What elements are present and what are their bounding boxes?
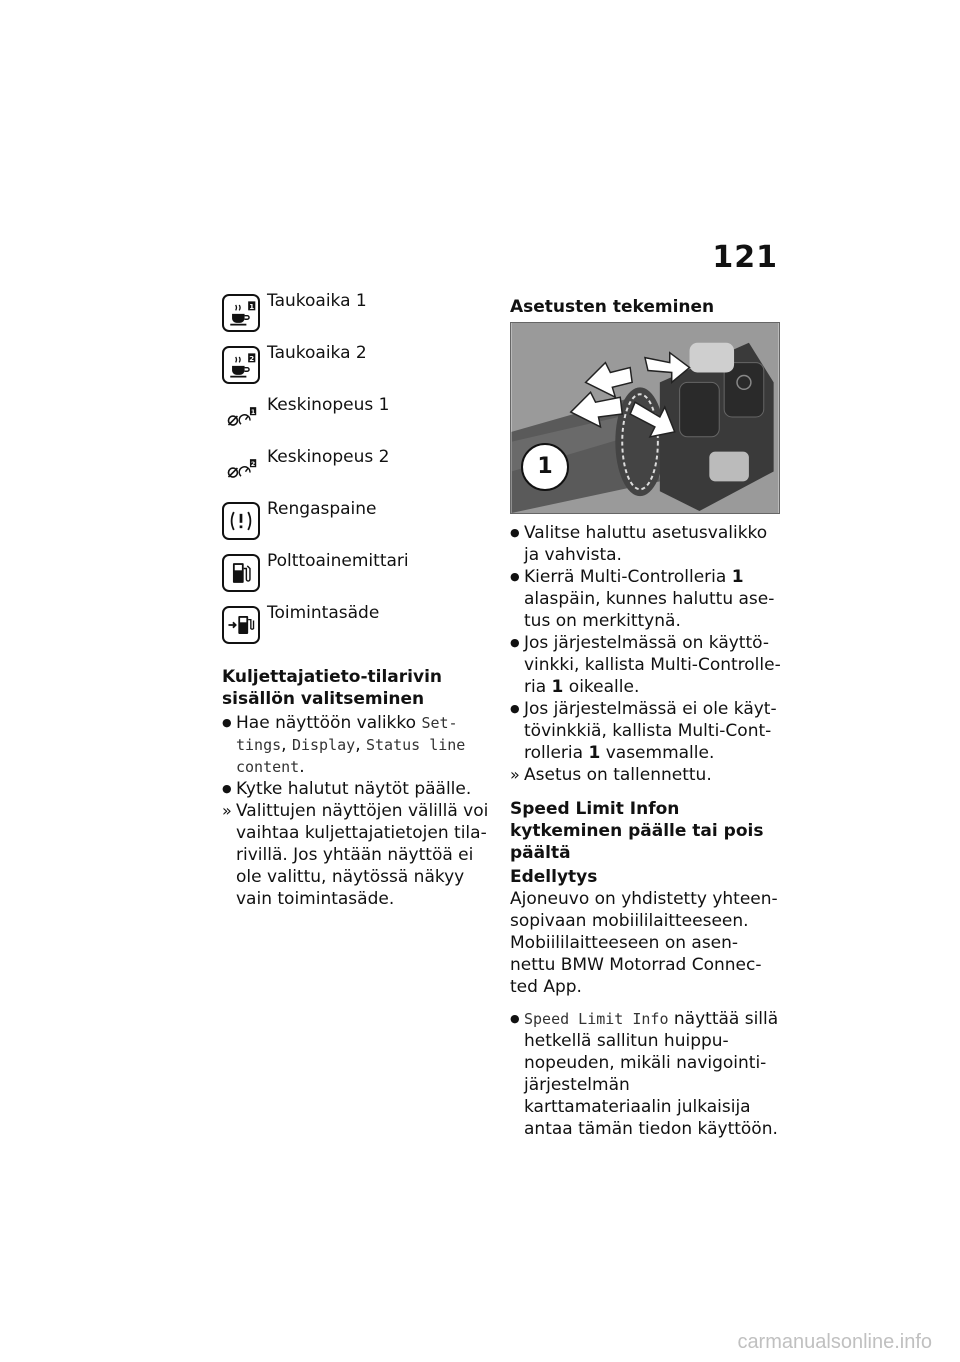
- step-text: vasemmalle.: [600, 743, 715, 763]
- status-item-label: Taukoaika 2: [267, 343, 367, 363]
- reference-number: 1: [551, 677, 564, 697]
- status-item-label: Toimintasäde: [267, 603, 380, 623]
- list-item: [510, 566, 782, 632]
- list-item: [510, 1008, 782, 1140]
- result-item: » Valittujen näyttöjen välillä voi vaihtaa kuljettajatietojen tila-rivillä. Jos yhtään näyttöä ei ole valittu, näytössä näkyy vain toimintasäde.: [222, 800, 494, 910]
- section-heading: Speed Limit Infon kytkeminen päälle tai pois päältä: [510, 799, 764, 863]
- svg-text:2: 2: [250, 460, 256, 468]
- list-item: [222, 712, 494, 778]
- status-item-label: Polttoainemittari: [267, 551, 409, 571]
- range-icon: [222, 606, 260, 644]
- paragraph: Ajoneuvo on yhdistetty yhteen-sopivaan mobiililaitteeseen. Mobiililaitteeseen on asen-nettu BMW Motorrad Connec-ted App.: [510, 889, 778, 997]
- list-item: ● Valitse haluttu asetusvalikko ja vahvista.: [510, 522, 782, 566]
- status-item-row: [222, 602, 494, 654]
- list-item: ● Kytke halutut näytöt päälle.: [222, 778, 494, 800]
- instruction-list: [222, 712, 494, 910]
- step-text: alaspäin, kunnes haluttu ase-tus on merkittynä.: [524, 589, 775, 631]
- feature-name: Speed Limit Info: [524, 1010, 669, 1028]
- step-end: .: [299, 757, 305, 777]
- page-number: 121: [712, 240, 778, 275]
- reference-number: 1: [731, 567, 744, 587]
- subsection-heading: Edellytys: [510, 867, 598, 887]
- tire-pressure-icon: [222, 502, 260, 540]
- svg-text:1: 1: [249, 301, 255, 311]
- reference-number: 1: [588, 743, 601, 763]
- fuel-gauge-icon: [222, 554, 260, 592]
- instruction-list: [510, 522, 782, 786]
- right-column: [510, 297, 782, 1140]
- status-item-label: Keskinopeus 2: [267, 447, 390, 467]
- section-heading: Asetusten tekeminen: [510, 297, 715, 317]
- result-item: » Asetus on tallennettu.: [510, 764, 782, 786]
- step-text: oikealle.: [563, 677, 640, 697]
- status-item-label: Rengaspaine: [267, 499, 377, 519]
- menu-path-settings: Set-tings: [236, 714, 458, 754]
- status-item-label: Keskinopeus 1: [267, 395, 390, 415]
- svg-text:2: 2: [249, 353, 255, 363]
- step-text: Jos järjestelmässä ei ole käyt-tövinkkiä, kallista Multi-Cont-rolleria: [524, 699, 777, 763]
- status-item-row: [222, 550, 494, 602]
- status-item-row: [222, 342, 494, 394]
- callout-1: 1: [521, 443, 569, 491]
- menu-path-display: Display: [291, 736, 356, 754]
- instruction-list: [510, 1008, 782, 1140]
- menu-path-status: Status line content: [236, 736, 466, 776]
- status-item-row: [222, 498, 494, 550]
- list-item: [510, 698, 782, 764]
- multi-controller-photo: [510, 322, 780, 514]
- separator: ,: [355, 735, 366, 755]
- watermark: carmanualsonline.info: [737, 1331, 932, 1353]
- average-speed-1-icon: [222, 398, 260, 436]
- status-item-row: [222, 394, 494, 446]
- separator: ,: [281, 735, 292, 755]
- step-text: näyttää sillä hetkellä sallitun huippu-nopeuden, mikäli navigointi-järjestelmän karttamateriaalin julkaisija antaa tämän tiedon käyttöön.: [524, 1009, 779, 1139]
- list-item: [510, 632, 782, 698]
- svg-text:1: 1: [250, 408, 256, 416]
- coffee-cup-2-icon: [222, 346, 260, 384]
- left-column: [222, 290, 494, 910]
- step-text: Kierrä Multi-Controlleria: [524, 567, 732, 587]
- average-speed-2-icon: [222, 450, 260, 488]
- status-item-label: Taukoaika 1: [267, 291, 367, 311]
- step-text: Jos järjestelmässä on käyttö-vinkki, kallista Multi-Controlle-ria: [524, 633, 781, 697]
- section-heading: Kuljettajatieto-tilarivin sisällön valitseminen: [222, 667, 443, 709]
- step-text: Hae näyttöön valikko: [236, 713, 422, 733]
- coffee-cup-1-icon: [222, 294, 260, 332]
- status-item-row: [222, 290, 494, 342]
- status-item-row: [222, 446, 494, 498]
